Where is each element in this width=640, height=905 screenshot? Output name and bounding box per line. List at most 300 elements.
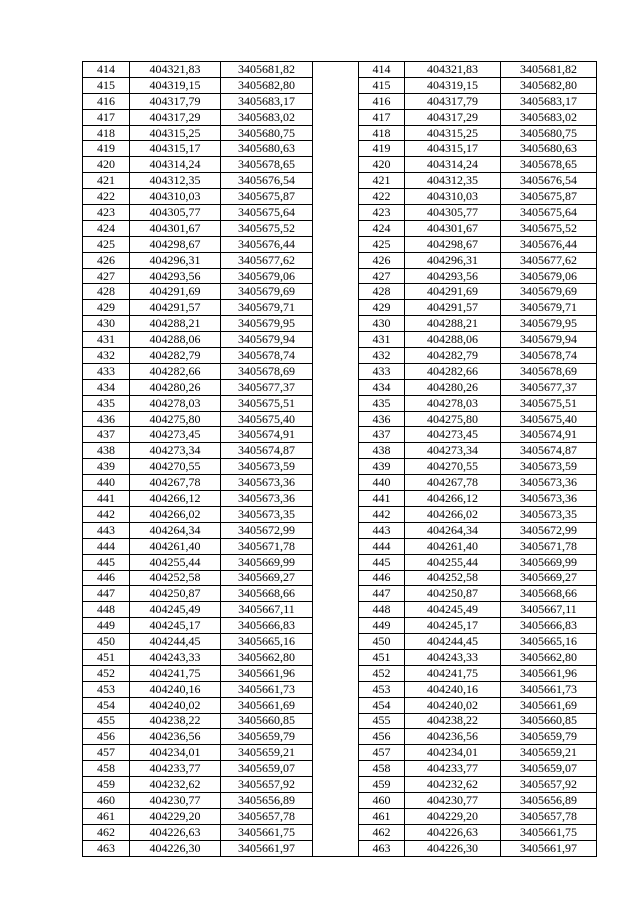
table-row [83, 777, 597, 793]
right-x-coordinate-cell: 404288,06 [405, 332, 501, 348]
column-spacer [313, 840, 359, 856]
right-x-coordinate-cell: 404288,21 [405, 316, 501, 332]
table-row [83, 173, 597, 189]
right-y-coordinate-cell: 3405678,69 [501, 363, 597, 379]
right-y-coordinate-cell: 3405669,99 [501, 554, 597, 570]
table-row [83, 379, 597, 395]
left-x-coordinate-cell: 404275,80 [130, 411, 221, 427]
left-y-coordinate-cell: 3405680,63 [221, 141, 313, 157]
table-row [83, 443, 597, 459]
column-spacer [313, 427, 359, 443]
left-x-coordinate-cell: 404298,67 [130, 236, 221, 252]
right-point-number-cell: 448 [359, 602, 405, 618]
right-y-coordinate-cell: 3405679,69 [501, 284, 597, 300]
left-y-coordinate-cell: 3405659,07 [221, 761, 313, 777]
right-y-coordinate-cell: 3405676,54 [501, 173, 597, 189]
right-y-coordinate-cell: 3405672,99 [501, 522, 597, 538]
right-x-coordinate-cell: 404252,58 [405, 570, 501, 586]
right-point-number-cell: 436 [359, 411, 405, 427]
right-point-number-cell: 454 [359, 697, 405, 713]
left-point-number-cell: 439 [83, 459, 130, 475]
left-y-coordinate-cell: 3405675,40 [221, 411, 313, 427]
left-x-coordinate-cell: 404282,66 [130, 363, 221, 379]
table-row [83, 522, 597, 538]
left-x-coordinate-cell: 404229,20 [130, 808, 221, 824]
column-spacer [313, 777, 359, 793]
left-x-coordinate-cell: 404230,77 [130, 792, 221, 808]
left-y-coordinate-cell: 3405678,65 [221, 157, 313, 173]
right-y-coordinate-cell: 3405679,71 [501, 300, 597, 316]
right-x-coordinate-cell: 404314,24 [405, 157, 501, 173]
table-row [83, 665, 597, 681]
right-point-number-cell: 437 [359, 427, 405, 443]
column-spacer [313, 586, 359, 602]
table-row [83, 236, 597, 252]
left-point-number-cell: 456 [83, 729, 130, 745]
left-x-coordinate-cell: 404278,03 [130, 395, 221, 411]
left-y-coordinate-cell: 3405681,82 [221, 62, 313, 78]
left-x-coordinate-cell: 404280,26 [130, 379, 221, 395]
left-y-coordinate-cell: 3405675,64 [221, 205, 313, 221]
left-point-number-cell: 454 [83, 697, 130, 713]
right-x-coordinate-cell: 404234,01 [405, 745, 501, 761]
left-point-number-cell: 462 [83, 824, 130, 840]
left-point-number-cell: 437 [83, 427, 130, 443]
left-point-number-cell: 433 [83, 363, 130, 379]
left-y-coordinate-cell: 3405680,75 [221, 125, 313, 141]
column-spacer [313, 634, 359, 650]
right-y-coordinate-cell: 3405659,79 [501, 729, 597, 745]
left-point-number-cell: 430 [83, 316, 130, 332]
left-x-coordinate-cell: 404317,79 [130, 93, 221, 109]
left-point-number-cell: 436 [83, 411, 130, 427]
right-y-coordinate-cell: 3405679,95 [501, 316, 597, 332]
right-point-number-cell: 445 [359, 554, 405, 570]
coordinates-table-body [83, 62, 597, 857]
left-y-coordinate-cell: 3405660,85 [221, 713, 313, 729]
left-x-coordinate-cell: 404252,58 [130, 570, 221, 586]
table-row [83, 62, 597, 78]
left-x-coordinate-cell: 404317,29 [130, 109, 221, 125]
right-x-coordinate-cell: 404315,25 [405, 125, 501, 141]
right-point-number-cell: 456 [359, 729, 405, 745]
left-y-coordinate-cell: 3405657,92 [221, 777, 313, 793]
right-point-number-cell: 422 [359, 189, 405, 205]
left-x-coordinate-cell: 404319,15 [130, 77, 221, 93]
left-x-coordinate-cell: 404315,25 [130, 125, 221, 141]
right-point-number-cell: 416 [359, 93, 405, 109]
column-spacer [313, 189, 359, 205]
table-row [83, 602, 597, 618]
left-point-number-cell: 445 [83, 554, 130, 570]
left-y-coordinate-cell: 3405667,11 [221, 602, 313, 618]
left-x-coordinate-cell: 404243,33 [130, 649, 221, 665]
table-row [83, 554, 597, 570]
left-point-number-cell: 417 [83, 109, 130, 125]
right-point-number-cell: 425 [359, 236, 405, 252]
right-point-number-cell: 446 [359, 570, 405, 586]
table-row [83, 745, 597, 761]
right-point-number-cell: 423 [359, 205, 405, 221]
column-spacer [313, 824, 359, 840]
left-x-coordinate-cell: 404273,45 [130, 427, 221, 443]
left-x-coordinate-cell: 404241,75 [130, 665, 221, 681]
right-x-coordinate-cell: 404317,79 [405, 93, 501, 109]
right-x-coordinate-cell: 404282,79 [405, 348, 501, 364]
left-y-coordinate-cell: 3405657,78 [221, 808, 313, 824]
right-y-coordinate-cell: 3405661,75 [501, 824, 597, 840]
column-spacer [313, 665, 359, 681]
right-point-number-cell: 430 [359, 316, 405, 332]
right-y-coordinate-cell: 3405661,96 [501, 665, 597, 681]
right-point-number-cell: 462 [359, 824, 405, 840]
left-x-coordinate-cell: 404232,62 [130, 777, 221, 793]
left-y-coordinate-cell: 3405665,16 [221, 634, 313, 650]
left-x-coordinate-cell: 404234,01 [130, 745, 221, 761]
table-row [83, 411, 597, 427]
left-y-coordinate-cell: 3405672,99 [221, 522, 313, 538]
right-y-coordinate-cell: 3405680,75 [501, 125, 597, 141]
right-y-coordinate-cell: 3405678,65 [501, 157, 597, 173]
table-row [83, 649, 597, 665]
table-row [83, 618, 597, 634]
right-x-coordinate-cell: 404278,03 [405, 395, 501, 411]
left-point-number-cell: 418 [83, 125, 130, 141]
left-point-number-cell: 416 [83, 93, 130, 109]
left-y-coordinate-cell: 3405675,51 [221, 395, 313, 411]
left-point-number-cell: 440 [83, 475, 130, 491]
right-x-coordinate-cell: 404244,45 [405, 634, 501, 650]
table-row [83, 300, 597, 316]
left-x-coordinate-cell: 404273,34 [130, 443, 221, 459]
left-point-number-cell: 452 [83, 665, 130, 681]
column-spacer [313, 395, 359, 411]
column-spacer [313, 173, 359, 189]
right-y-coordinate-cell: 3405681,82 [501, 62, 597, 78]
right-y-coordinate-cell: 3405665,16 [501, 634, 597, 650]
right-y-coordinate-cell: 3405674,87 [501, 443, 597, 459]
left-point-number-cell: 441 [83, 491, 130, 507]
right-point-number-cell: 433 [359, 363, 405, 379]
table-row [83, 491, 597, 507]
right-point-number-cell: 417 [359, 109, 405, 125]
right-y-coordinate-cell: 3405683,02 [501, 109, 597, 125]
right-point-number-cell: 442 [359, 506, 405, 522]
left-point-number-cell: 431 [83, 332, 130, 348]
column-spacer [313, 491, 359, 507]
left-point-number-cell: 451 [83, 649, 130, 665]
left-x-coordinate-cell: 404240,16 [130, 681, 221, 697]
right-y-coordinate-cell: 3405661,73 [501, 681, 597, 697]
column-spacer [313, 761, 359, 777]
column-spacer [313, 808, 359, 824]
column-spacer [313, 554, 359, 570]
left-point-number-cell: 432 [83, 348, 130, 364]
right-point-number-cell: 457 [359, 745, 405, 761]
left-point-number-cell: 447 [83, 586, 130, 602]
left-x-coordinate-cell: 404296,31 [130, 252, 221, 268]
left-x-coordinate-cell: 404238,22 [130, 713, 221, 729]
table-row [83, 157, 597, 173]
right-x-coordinate-cell: 404226,30 [405, 840, 501, 856]
right-x-coordinate-cell: 404315,17 [405, 141, 501, 157]
right-point-number-cell: 426 [359, 252, 405, 268]
right-x-coordinate-cell: 404255,44 [405, 554, 501, 570]
column-spacer [313, 522, 359, 538]
table-row [83, 840, 597, 856]
left-y-coordinate-cell: 3405661,73 [221, 681, 313, 697]
right-y-coordinate-cell: 3405673,36 [501, 491, 597, 507]
right-point-number-cell: 441 [359, 491, 405, 507]
table-row [83, 570, 597, 586]
left-y-coordinate-cell: 3405678,69 [221, 363, 313, 379]
table-row [83, 808, 597, 824]
right-y-coordinate-cell: 3405673,35 [501, 506, 597, 522]
table-row [83, 332, 597, 348]
coordinates-table [82, 61, 597, 857]
left-point-number-cell: 415 [83, 77, 130, 93]
right-y-coordinate-cell: 3405657,78 [501, 808, 597, 824]
table-row [83, 77, 597, 93]
column-spacer [313, 316, 359, 332]
left-x-coordinate-cell: 404240,02 [130, 697, 221, 713]
left-x-coordinate-cell: 404255,44 [130, 554, 221, 570]
right-x-coordinate-cell: 404245,17 [405, 618, 501, 634]
left-x-coordinate-cell: 404291,57 [130, 300, 221, 316]
left-point-number-cell: 438 [83, 443, 130, 459]
left-y-coordinate-cell: 3405678,74 [221, 348, 313, 364]
table-row [83, 141, 597, 157]
right-point-number-cell: 459 [359, 777, 405, 793]
column-spacer [313, 268, 359, 284]
left-point-number-cell: 421 [83, 173, 130, 189]
left-y-coordinate-cell: 3405656,89 [221, 792, 313, 808]
right-x-coordinate-cell: 404317,29 [405, 109, 501, 125]
left-x-coordinate-cell: 404250,87 [130, 586, 221, 602]
right-point-number-cell: 460 [359, 792, 405, 808]
right-x-coordinate-cell: 404241,75 [405, 665, 501, 681]
table-row [83, 125, 597, 141]
left-point-number-cell: 424 [83, 220, 130, 236]
left-y-coordinate-cell: 3405683,02 [221, 109, 313, 125]
left-y-coordinate-cell: 3405659,21 [221, 745, 313, 761]
right-point-number-cell: 455 [359, 713, 405, 729]
right-point-number-cell: 453 [359, 681, 405, 697]
left-y-coordinate-cell: 3405661,69 [221, 697, 313, 713]
right-y-coordinate-cell: 3405679,94 [501, 332, 597, 348]
left-x-coordinate-cell: 404244,45 [130, 634, 221, 650]
column-spacer [313, 379, 359, 395]
column-spacer [313, 300, 359, 316]
left-point-number-cell: 458 [83, 761, 130, 777]
right-point-number-cell: 440 [359, 475, 405, 491]
left-x-coordinate-cell: 404261,40 [130, 538, 221, 554]
column-spacer [313, 284, 359, 300]
column-spacer [313, 411, 359, 427]
column-spacer [313, 77, 359, 93]
table-row [83, 348, 597, 364]
left-point-number-cell: 414 [83, 62, 130, 78]
left-point-number-cell: 453 [83, 681, 130, 697]
left-point-number-cell: 443 [83, 522, 130, 538]
right-x-coordinate-cell: 404267,78 [405, 475, 501, 491]
right-point-number-cell: 414 [359, 62, 405, 78]
right-point-number-cell: 443 [359, 522, 405, 538]
left-y-coordinate-cell: 3405675,52 [221, 220, 313, 236]
right-point-number-cell: 447 [359, 586, 405, 602]
left-x-coordinate-cell: 404305,77 [130, 205, 221, 221]
right-point-number-cell: 439 [359, 459, 405, 475]
table-row [83, 205, 597, 221]
left-y-coordinate-cell: 3405679,71 [221, 300, 313, 316]
left-x-coordinate-cell: 404321,83 [130, 62, 221, 78]
right-point-number-cell: 451 [359, 649, 405, 665]
right-point-number-cell: 449 [359, 618, 405, 634]
right-y-coordinate-cell: 3405675,52 [501, 220, 597, 236]
left-x-coordinate-cell: 404245,17 [130, 618, 221, 634]
right-y-coordinate-cell: 3405660,85 [501, 713, 597, 729]
right-y-coordinate-cell: 3405677,62 [501, 252, 597, 268]
table-row [83, 475, 597, 491]
left-point-number-cell: 444 [83, 538, 130, 554]
table-row [83, 395, 597, 411]
column-spacer [313, 649, 359, 665]
left-point-number-cell: 450 [83, 634, 130, 650]
right-x-coordinate-cell: 404280,26 [405, 379, 501, 395]
right-y-coordinate-cell: 3405678,74 [501, 348, 597, 364]
left-y-coordinate-cell: 3405679,94 [221, 332, 313, 348]
right-x-coordinate-cell: 404296,31 [405, 252, 501, 268]
left-x-coordinate-cell: 404266,12 [130, 491, 221, 507]
right-point-number-cell: 429 [359, 300, 405, 316]
right-x-coordinate-cell: 404291,57 [405, 300, 501, 316]
right-y-coordinate-cell: 3405674,91 [501, 427, 597, 443]
table-row [83, 697, 597, 713]
left-y-coordinate-cell: 3405676,54 [221, 173, 313, 189]
right-y-coordinate-cell: 3405662,80 [501, 649, 597, 665]
table-row [83, 363, 597, 379]
table-row [83, 459, 597, 475]
right-point-number-cell: 463 [359, 840, 405, 856]
right-x-coordinate-cell: 404319,15 [405, 77, 501, 93]
right-y-coordinate-cell: 3405657,92 [501, 777, 597, 793]
left-x-coordinate-cell: 404288,06 [130, 332, 221, 348]
left-point-number-cell: 420 [83, 157, 130, 173]
right-point-number-cell: 438 [359, 443, 405, 459]
right-point-number-cell: 434 [359, 379, 405, 395]
right-x-coordinate-cell: 404226,63 [405, 824, 501, 840]
left-x-coordinate-cell: 404282,79 [130, 348, 221, 364]
right-x-coordinate-cell: 404250,87 [405, 586, 501, 602]
table-row [83, 538, 597, 554]
left-x-coordinate-cell: 404233,77 [130, 761, 221, 777]
right-x-coordinate-cell: 404264,34 [405, 522, 501, 538]
left-point-number-cell: 435 [83, 395, 130, 411]
right-y-coordinate-cell: 3405661,69 [501, 697, 597, 713]
left-x-coordinate-cell: 404301,67 [130, 220, 221, 236]
left-point-number-cell: 448 [83, 602, 130, 618]
left-x-coordinate-cell: 404314,24 [130, 157, 221, 173]
left-point-number-cell: 429 [83, 300, 130, 316]
right-x-coordinate-cell: 404310,03 [405, 189, 501, 205]
table-row [83, 268, 597, 284]
left-y-coordinate-cell: 3405671,78 [221, 538, 313, 554]
left-y-coordinate-cell: 3405679,06 [221, 268, 313, 284]
left-point-number-cell: 426 [83, 252, 130, 268]
column-spacer [313, 681, 359, 697]
left-y-coordinate-cell: 3405662,80 [221, 649, 313, 665]
right-y-coordinate-cell: 3405683,17 [501, 93, 597, 109]
right-point-number-cell: 419 [359, 141, 405, 157]
right-x-coordinate-cell: 404291,69 [405, 284, 501, 300]
left-y-coordinate-cell: 3405673,36 [221, 491, 313, 507]
table-row [83, 316, 597, 332]
table-row [83, 792, 597, 808]
left-y-coordinate-cell: 3405673,36 [221, 475, 313, 491]
right-y-coordinate-cell: 3405659,21 [501, 745, 597, 761]
left-point-number-cell: 422 [83, 189, 130, 205]
right-y-coordinate-cell: 3405668,66 [501, 586, 597, 602]
right-y-coordinate-cell: 3405659,07 [501, 761, 597, 777]
table-row [83, 634, 597, 650]
left-x-coordinate-cell: 404226,30 [130, 840, 221, 856]
right-y-coordinate-cell: 3405656,89 [501, 792, 597, 808]
left-point-number-cell: 457 [83, 745, 130, 761]
right-y-coordinate-cell: 3405675,40 [501, 411, 597, 427]
column-spacer [313, 125, 359, 141]
right-y-coordinate-cell: 3405669,27 [501, 570, 597, 586]
right-point-number-cell: 428 [359, 284, 405, 300]
table-row [83, 427, 597, 443]
right-x-coordinate-cell: 404229,20 [405, 808, 501, 824]
left-y-coordinate-cell: 3405659,79 [221, 729, 313, 745]
column-spacer [313, 506, 359, 522]
right-y-coordinate-cell: 3405667,11 [501, 602, 597, 618]
right-y-coordinate-cell: 3405676,44 [501, 236, 597, 252]
right-x-coordinate-cell: 404282,66 [405, 363, 501, 379]
left-y-coordinate-cell: 3405679,95 [221, 316, 313, 332]
right-x-coordinate-cell: 404266,02 [405, 506, 501, 522]
column-spacer [313, 443, 359, 459]
right-y-coordinate-cell: 3405671,78 [501, 538, 597, 554]
column-spacer [313, 697, 359, 713]
right-x-coordinate-cell: 404273,45 [405, 427, 501, 443]
column-spacer [313, 729, 359, 745]
table-row [83, 284, 597, 300]
right-x-coordinate-cell: 404236,56 [405, 729, 501, 745]
column-spacer [313, 332, 359, 348]
right-x-coordinate-cell: 404230,77 [405, 792, 501, 808]
right-x-coordinate-cell: 404233,77 [405, 761, 501, 777]
left-y-coordinate-cell: 3405677,62 [221, 252, 313, 268]
left-point-number-cell: 425 [83, 236, 130, 252]
right-y-coordinate-cell: 3405677,37 [501, 379, 597, 395]
left-y-coordinate-cell: 3405673,35 [221, 506, 313, 522]
column-spacer [313, 205, 359, 221]
column-spacer [313, 62, 359, 78]
left-point-number-cell: 428 [83, 284, 130, 300]
column-spacer [313, 792, 359, 808]
left-x-coordinate-cell: 404266,02 [130, 506, 221, 522]
right-y-coordinate-cell: 3405682,80 [501, 77, 597, 93]
column-spacer [313, 459, 359, 475]
right-x-coordinate-cell: 404243,33 [405, 649, 501, 665]
right-y-coordinate-cell: 3405675,51 [501, 395, 597, 411]
left-point-number-cell: 460 [83, 792, 130, 808]
left-y-coordinate-cell: 3405683,17 [221, 93, 313, 109]
left-y-coordinate-cell: 3405676,44 [221, 236, 313, 252]
right-point-number-cell: 421 [359, 173, 405, 189]
